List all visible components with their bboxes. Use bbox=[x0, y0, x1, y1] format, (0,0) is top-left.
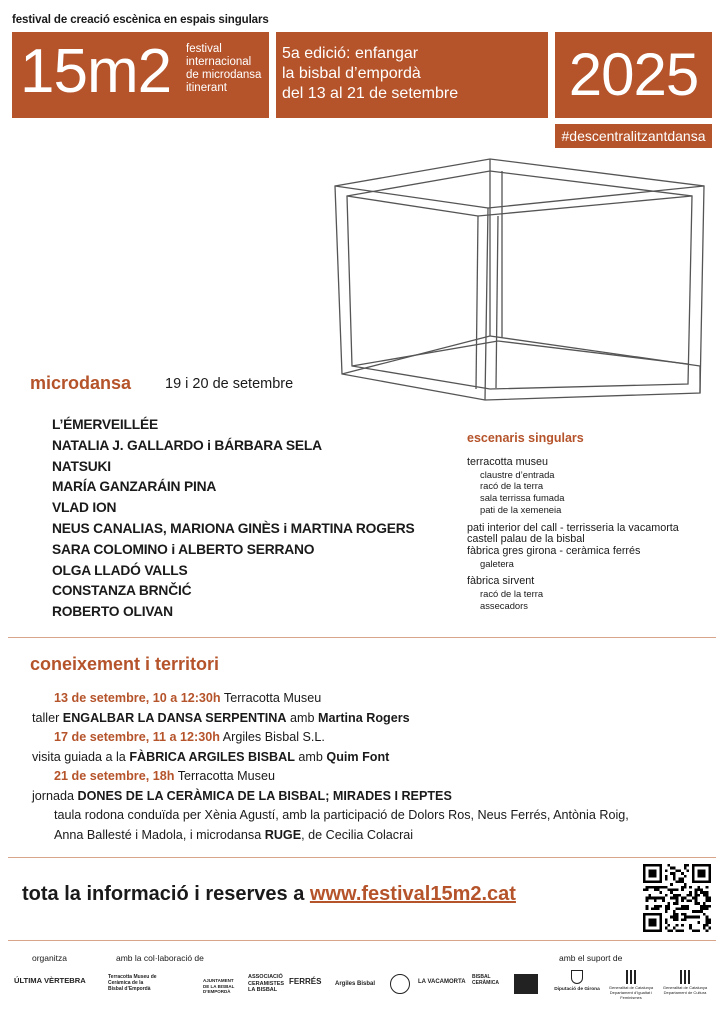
logo-ferres: FERRÉS bbox=[289, 977, 322, 986]
event-host: Quim Font bbox=[326, 749, 390, 764]
list-item: MARÍA GANZARÁIN PINA bbox=[52, 479, 217, 495]
microdansa-heading: microdansa bbox=[30, 373, 132, 393]
shield-icon bbox=[571, 970, 583, 984]
divider bbox=[8, 940, 716, 941]
brand-box bbox=[12, 32, 269, 118]
event-item: 21 de setembre, 18h Terracotta Museu jornada DONES DE LA CERÀMICA DE LA BISBAL; MIRADES I REPTES taula rodona conduïda per Xènia Agustí, amb la participació de Dolors Ros, Neus Ferrés, Antònia Roig, Anna Ballesté i Madola, i microdansa RUGE, de Cecilia Colacrai bbox=[32, 767, 629, 845]
brand-name: 15m2 bbox=[20, 37, 172, 106]
divider bbox=[8, 857, 716, 858]
venues-heading: escenaris singulars bbox=[467, 431, 584, 445]
venues-list bbox=[467, 457, 679, 611]
edition-box: 5a edició: enfangar la bisbal d’empordà del 13 al 21 de setembre bbox=[276, 32, 548, 118]
event-place: Terracotta Museu bbox=[223, 691, 322, 705]
year-box: 2025 bbox=[555, 32, 712, 118]
event-detail: Anna Ballesté i Madola, i microdansa RUGE, de Cecilia Colacrai bbox=[54, 827, 414, 842]
logo-terracotta: Terracotta Museu de Ceràmica de la Bisbal d’Empordà bbox=[108, 974, 157, 992]
collaborators-label: amb la col·laboració de bbox=[116, 953, 204, 963]
logo-vacamorta: LA VACAMORTA bbox=[418, 979, 466, 985]
event-place: Argiles Bisbal S.L. bbox=[222, 730, 325, 744]
logo-associacio: ASSOCIACIÓ CERAMISTES LA BISBAL bbox=[248, 974, 285, 993]
venue-name: castell palau de la bisbal bbox=[467, 533, 585, 546]
flag-icon bbox=[680, 970, 690, 984]
list-item: ROBERTO OLIVAN bbox=[52, 604, 173, 620]
flag-icon bbox=[626, 970, 636, 984]
venue-space: racó de la terra bbox=[480, 480, 544, 492]
divider bbox=[8, 637, 716, 638]
logo-generalitat-igualtat: Generalitat de Catalunya Departament d’Igualtat i Feminismes bbox=[608, 985, 654, 1000]
venue-space: assecadors bbox=[480, 599, 528, 611]
venue-name: pati interior del call - terrisseria la vacamorta bbox=[467, 521, 679, 534]
list-item: OLGA LLADÓ VALLS bbox=[52, 562, 188, 578]
supporters-label: amb el suport de bbox=[559, 953, 623, 963]
festival-tagline: festival de creació escènica en espais singulars bbox=[12, 14, 269, 26]
list-item: NATALIA J. GALLARDO i BÁRBARA SELA bbox=[52, 437, 322, 453]
venue-name: fàbrica sirvent bbox=[467, 575, 535, 588]
coneixement-heading: coneixement i territori bbox=[30, 654, 220, 674]
event-title: DONES DE LA CERÀMICA DE LA BISBAL; MIRADES I REPTES bbox=[77, 788, 452, 803]
list-item: NATSUKI bbox=[52, 458, 111, 474]
event-date: 17 de setembre, 11 a 12:30h bbox=[54, 730, 220, 744]
organizer-label: organitza bbox=[32, 953, 67, 963]
venue-space: racó de la terra bbox=[480, 588, 544, 600]
event-title: FÀBRICA ARGILES BISBAL bbox=[129, 749, 295, 764]
square-logo-icon bbox=[514, 974, 538, 994]
venue-space: sala terrissa fumada bbox=[480, 492, 565, 504]
logo-argiles: Argiles Bisbal bbox=[335, 981, 376, 987]
venue-name: terracotta museu bbox=[467, 456, 549, 468]
event-item: 13 de setembre, 10 a 12:30h Terracotta Museu taller ENGALBAR LA DANSA SERPENTINA amb Martina Rogers bbox=[32, 691, 410, 725]
microdansa-dates: 19 i 20 de setembre bbox=[165, 376, 294, 392]
logo-diputacio: Diputació de Girona bbox=[554, 987, 600, 992]
event-title: ENGALBAR LA DANSA SERPENTINA bbox=[62, 710, 287, 725]
info-line: tota la informació i reserves a www.festival15m2.cat bbox=[22, 883, 516, 905]
venue-space: pati de la xemeneia bbox=[480, 503, 562, 515]
circle-logo-icon bbox=[390, 974, 410, 994]
artists-list bbox=[52, 415, 415, 623]
cube-frame-illustration bbox=[330, 156, 712, 406]
event-host: Martina Rogers bbox=[317, 710, 410, 725]
event-item: 17 de setembre, 11 a 12:30h Argiles Bisbal S.L. visita guiada a la FÀBRICA ARGILES BISBAL amb Quim Font bbox=[32, 730, 390, 764]
list-item: L’ÉMERVEILLÉE bbox=[52, 417, 159, 432]
event-date: 13 de setembre, 10 a 12:30h bbox=[54, 691, 221, 705]
event-place: Terracotta Museu bbox=[177, 769, 275, 783]
list-item: NEUS CANALIAS, MARIONA GINÈS i MARTINA ROGERS bbox=[52, 520, 415, 536]
list-item: CONSTANZA BRNČIĆ bbox=[52, 583, 192, 599]
venue-name: fàbrica gres girona - ceràmica ferrés bbox=[467, 544, 641, 557]
event-detail: taula rodona conduïda per Xènia Agustí, amb la participació de Dolors Ros, Neus Ferrés, Antònia Roig, bbox=[54, 808, 629, 822]
list-item: VLAD ION bbox=[52, 500, 117, 516]
venue-space: claustre d’entrada bbox=[480, 468, 555, 480]
hashtag-badge: #descentralitzantdansa bbox=[555, 124, 712, 148]
list-item: SARA COLOMINO i ALBERTO SERRANO bbox=[52, 541, 315, 557]
website-link[interactable]: www.festival15m2.cat bbox=[309, 883, 516, 905]
venue-space: galetera bbox=[480, 557, 514, 569]
brand-subtitle: festival internacional de microdansa itinerant bbox=[186, 43, 262, 94]
logo-generalitat-cultura: Generalitat de Catalunya Departament de Cultura bbox=[662, 985, 708, 995]
qr-code bbox=[643, 864, 711, 932]
logo-ajuntament: AJUNTAMENT DE LA BISBAL D’EMPORDÀ bbox=[203, 978, 235, 994]
logo-ultima-vertebra: ÚLTIMA VÈRTEBRA bbox=[14, 976, 86, 985]
event-date: 21 de setembre, 18h bbox=[54, 769, 175, 783]
logo-bisbal-ceramica: BISBAL CERÀMICA bbox=[472, 974, 499, 986]
